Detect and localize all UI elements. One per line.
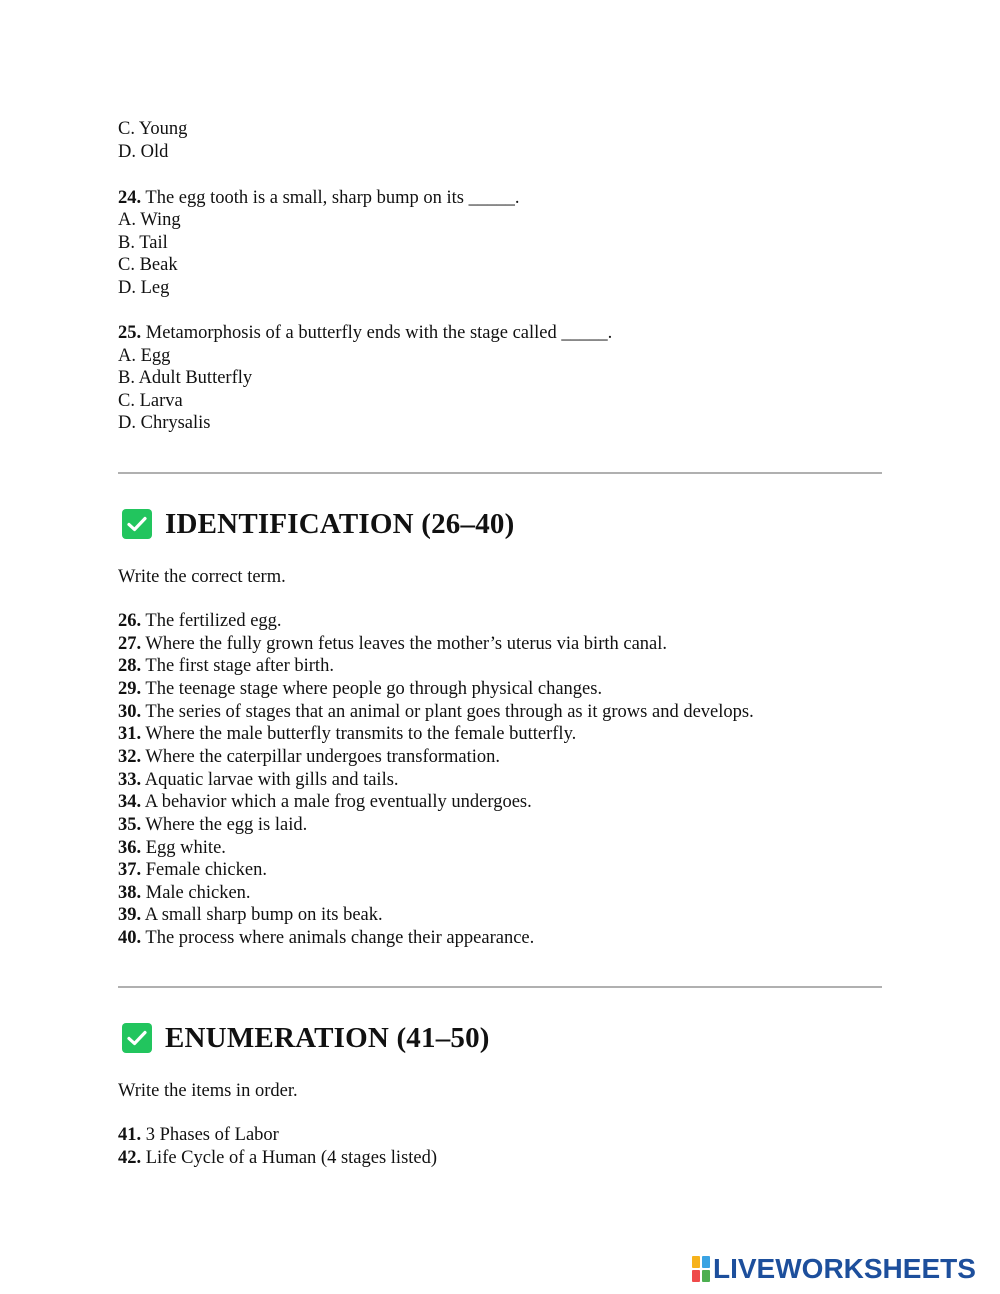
q25-option-d: D. Chrysalis xyxy=(118,413,211,433)
question-text: Metamorphosis of a butterfly ends with the stage called _____. xyxy=(145,323,613,343)
q24-option-b: B. Tail xyxy=(118,233,168,253)
identification-item xyxy=(118,814,307,836)
item-text: The series of stages that an animal or plant goes through as it grows and develops. xyxy=(145,701,754,722)
item-text: Male chicken. xyxy=(145,882,251,903)
item-text: Where the fully grown fetus leaves the mother’s uterus via birth canal. xyxy=(145,633,668,654)
enumeration-item xyxy=(118,1147,437,1169)
question-24 xyxy=(118,187,520,209)
identification-item xyxy=(118,723,576,745)
q25-option-c: C. Larva xyxy=(118,391,183,411)
item-number: 29. xyxy=(118,678,142,699)
item-number: 27. xyxy=(118,633,142,654)
item-text: Egg white. xyxy=(145,837,226,858)
section-title: IDENTIFICATION (26–40) xyxy=(165,508,515,540)
item-text: The teenage stage where people go through physical changes. xyxy=(145,678,603,699)
section-divider xyxy=(118,472,882,474)
q24-option-c: C. Beak xyxy=(118,255,178,275)
identification-instruction: Write the correct term. xyxy=(118,567,286,587)
item-number: 36. xyxy=(118,837,142,858)
question-number: 24. xyxy=(118,188,142,208)
identification-item xyxy=(118,859,267,881)
item-number: 39. xyxy=(118,905,142,926)
item-number: 28. xyxy=(118,656,142,677)
item-number: 33. xyxy=(118,769,142,790)
identification-item xyxy=(118,746,500,768)
item-text: Where the egg is laid. xyxy=(145,814,308,835)
item-number: 42. xyxy=(118,1147,142,1168)
section-title: ENUMERATION (41–50) xyxy=(165,1022,490,1054)
item-number: 30. xyxy=(118,701,142,722)
item-number: 40. xyxy=(118,928,142,949)
identification-item xyxy=(118,882,251,904)
enumeration-item xyxy=(118,1124,279,1146)
item-text: The fertilized egg. xyxy=(145,611,282,631)
item-text: The process where animals change their appearance. xyxy=(145,928,535,949)
identification-item xyxy=(118,837,226,859)
question-25 xyxy=(118,322,612,344)
check-box-icon xyxy=(122,1023,152,1053)
item-text: Where the caterpillar undergoes transformation. xyxy=(145,746,501,767)
identification-item xyxy=(118,655,334,677)
identification-heading xyxy=(122,507,514,541)
q25-option-a: A. Egg xyxy=(118,346,171,366)
q24-option-a: A. Wing xyxy=(118,210,181,230)
identification-item xyxy=(118,701,754,723)
option-c-prev: C. Young xyxy=(118,119,188,139)
liveworksheets-logo xyxy=(692,1255,976,1283)
question-text: The egg tooth is a small, sharp bump on its _____. xyxy=(145,188,520,208)
identification-item xyxy=(118,904,383,926)
identification-item xyxy=(118,769,399,791)
logo-blocks-icon xyxy=(692,1256,710,1282)
option-d-prev: D. Old xyxy=(118,142,169,162)
item-number: 31. xyxy=(118,724,142,745)
item-number: 34. xyxy=(118,792,142,813)
logo-text: LIVEWORKSHEETS xyxy=(713,1253,976,1284)
identification-item xyxy=(118,927,534,949)
identification-item xyxy=(118,791,532,813)
item-number: 26. xyxy=(118,611,142,631)
identification-item xyxy=(118,633,667,655)
item-number: 41. xyxy=(118,1125,142,1145)
q25-option-b: B. Adult Butterfly xyxy=(118,368,253,388)
item-number: 37. xyxy=(118,860,142,881)
item-number: 38. xyxy=(118,882,142,903)
section-divider xyxy=(118,986,882,988)
item-text: The first stage after birth. xyxy=(145,656,334,677)
check-box-icon xyxy=(122,509,152,539)
identification-item xyxy=(118,610,282,632)
item-text: Life Cycle of a Human (4 stages listed) xyxy=(145,1147,438,1168)
item-text: A small sharp bump on its beak. xyxy=(144,905,383,926)
item-text: Aquatic larvae with gills and tails. xyxy=(144,769,399,790)
q24-option-d: D. Leg xyxy=(118,278,170,298)
item-number: 35. xyxy=(118,814,142,835)
item-text: 3 Phases of Labor xyxy=(145,1125,279,1145)
question-number: 25. xyxy=(118,323,142,343)
identification-item xyxy=(118,678,602,700)
enumeration-heading xyxy=(122,1021,490,1055)
item-text: Where the male butterfly transmits to the female butterfly. xyxy=(145,724,577,745)
item-number: 32. xyxy=(118,746,142,767)
item-text: A behavior which a male frog eventually undergoes. xyxy=(144,792,532,813)
enumeration-instruction: Write the items in order. xyxy=(118,1081,298,1101)
item-text: Female chicken. xyxy=(145,860,267,881)
